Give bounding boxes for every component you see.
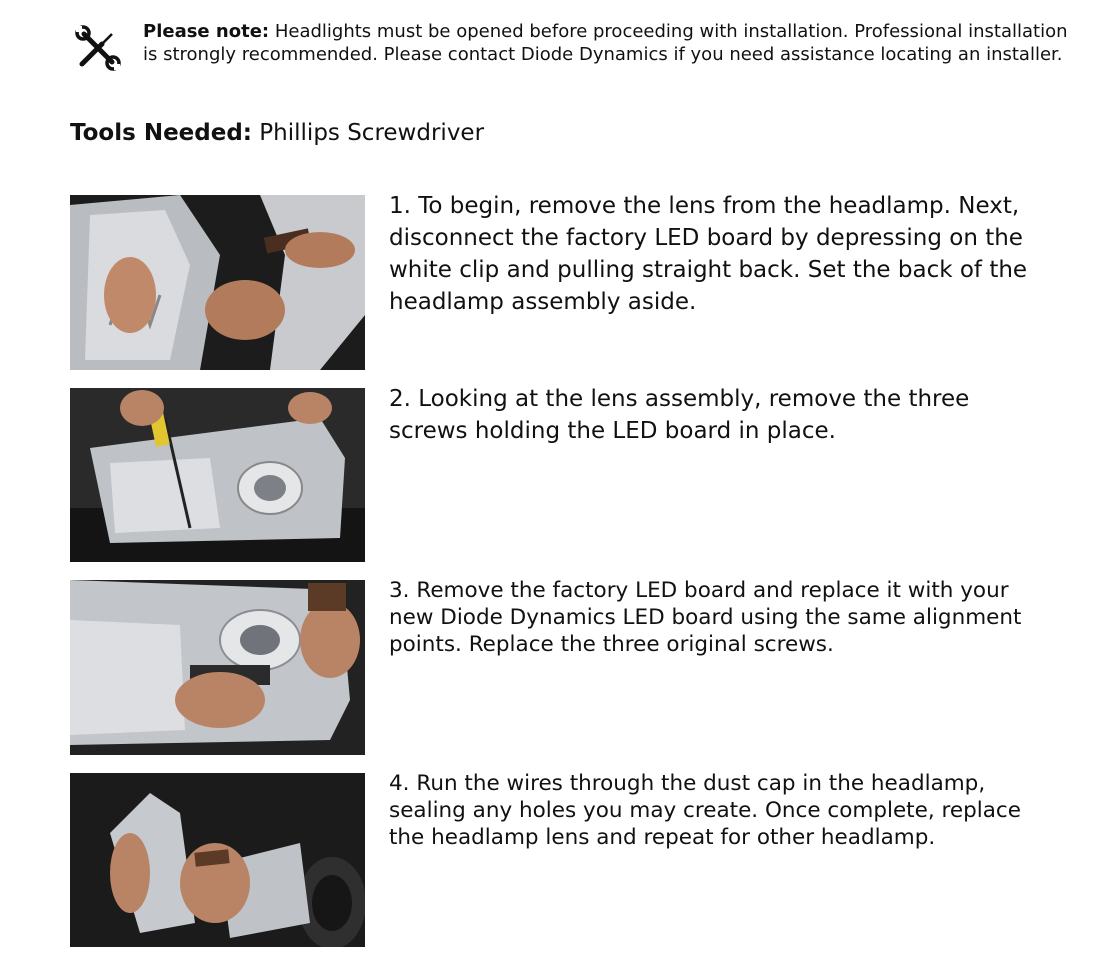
step-1-text: 1. To begin, remove the lens from the headlamp. Next, disconnect the factory LED board by depressing on the white clip and pulling straight back. Set the back of the headlamp assembly aside. bbox=[389, 193, 1028, 315]
step-2-text: 2. Looking at the lens assembly, remove the three screws holding the LED board in place. bbox=[389, 386, 970, 444]
step-2-photo bbox=[70, 388, 365, 562]
note-label: Please note: bbox=[143, 21, 270, 42]
step-3-text: 3. Remove the factory LED board and replace it with your new Diode Dynamics LED board using the same alignment points. Replace the three original screws. bbox=[389, 578, 1022, 657]
tools-value: Phillips Screwdriver bbox=[252, 120, 485, 146]
step-4-photo bbox=[70, 773, 365, 947]
tools-label: Tools Needed: bbox=[70, 120, 252, 146]
step-4-text: 4. Run the wires through the dust cap in the headlamp, sealing any holes you may create. Once complete, replace the headlamp lens and repeat for other headlamp. bbox=[389, 771, 1021, 850]
tools-icon bbox=[74, 24, 122, 72]
note-body: Headlights must be opened before proceeding with installation. Professional installation is strongly recommended. Please contact Diode Dynamics if you need assistance locating an installer. bbox=[143, 21, 1068, 65]
step-3-photo bbox=[70, 580, 365, 755]
note-text bbox=[143, 20, 1073, 66]
installation-note bbox=[74, 20, 1074, 80]
tools-needed bbox=[70, 118, 484, 148]
step-1-photo bbox=[70, 195, 365, 370]
